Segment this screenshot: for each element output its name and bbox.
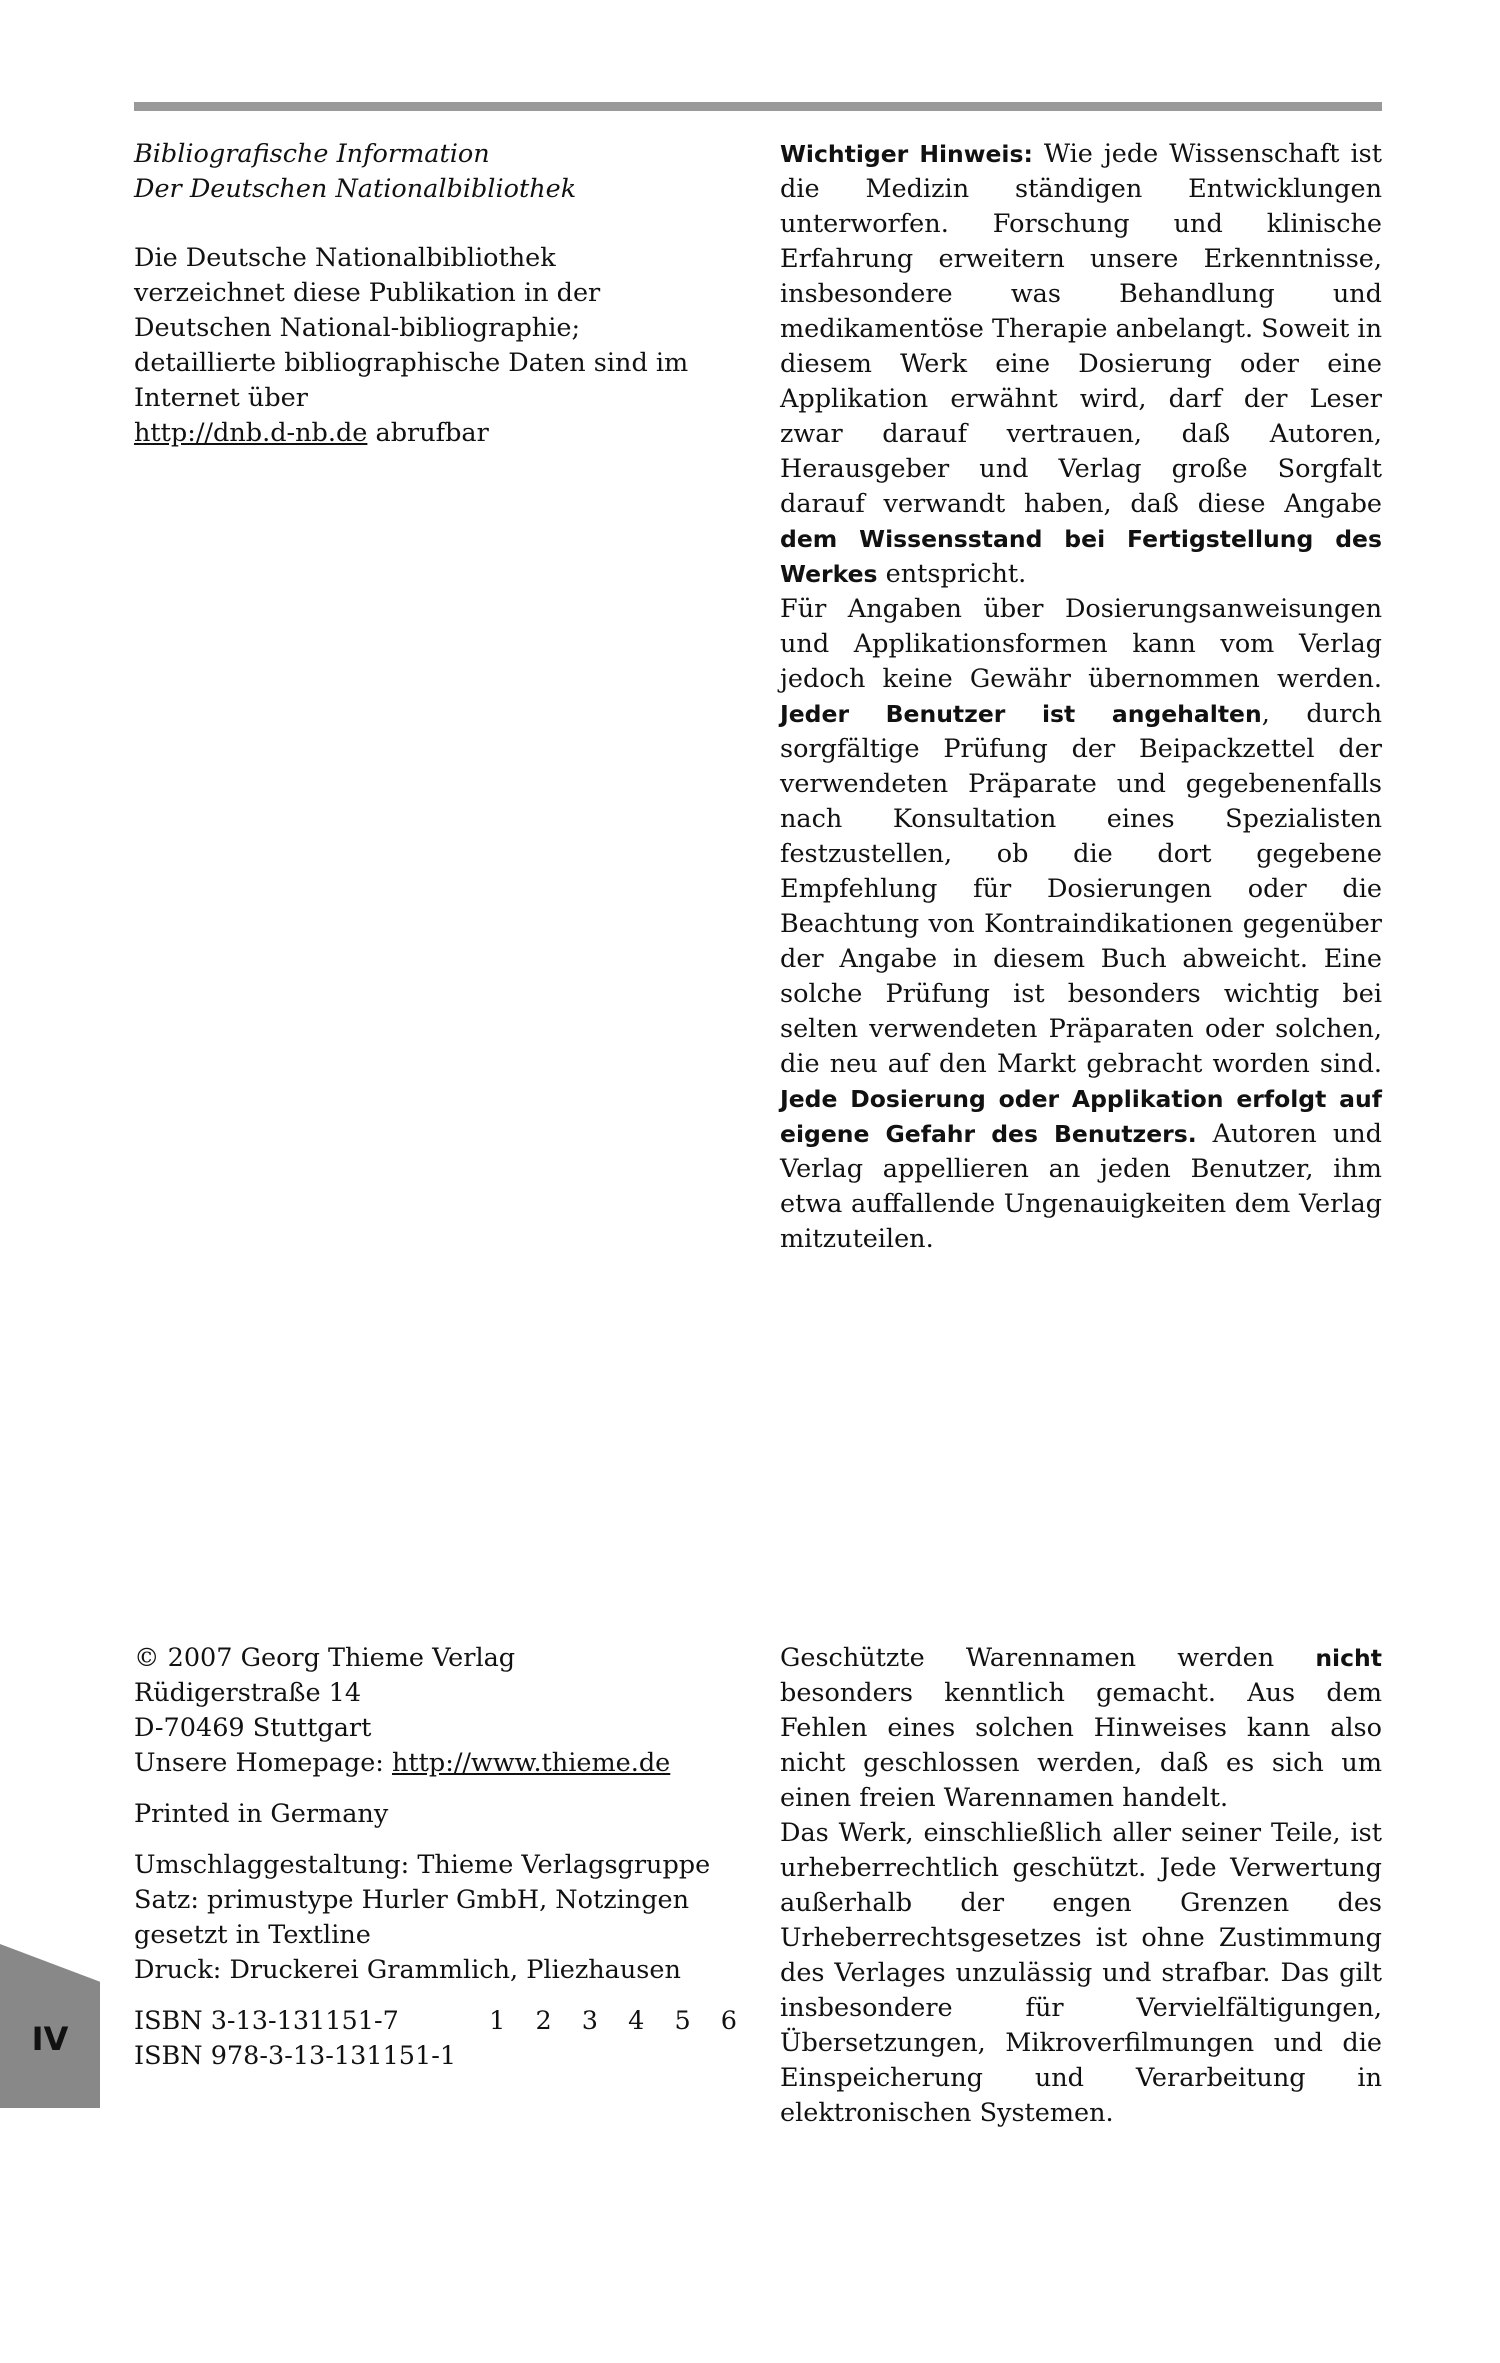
top-rule [134, 102, 1382, 111]
homepage-label: Unsere Homepage: [134, 1748, 392, 1778]
notice-p1-end: entspricht. [877, 559, 1027, 589]
copyright-line: © 2007 Georg Thieme Verlag [134, 1643, 516, 1673]
dnb-link-suffix: abrufbar [367, 418, 489, 448]
printed-in: Printed in Germany [134, 1799, 389, 1829]
print-run-numbers: 1 2 3 4 5 6 [489, 2006, 738, 2036]
printer: Druck: Druckerei Grammlich, Pliezhausen [134, 1955, 681, 1985]
notice-p2-end: Autoren und Verlag appellieren an jeden Benutzer, ihm etwa auffallende Ungenauigkeiten dem Verlag mitzuteilen. [780, 1119, 1382, 1254]
bibliographic-heading-line2: Der Deutschen Nationalbibliothek [134, 174, 577, 204]
notice-paragraph-1 [780, 137, 1382, 592]
trademark-notice [780, 1641, 1382, 2131]
homepage-line [134, 1746, 754, 1781]
bibliographic-heading-line1: Bibliografische Information [134, 139, 490, 169]
page-number: IV [31, 2020, 69, 2058]
bibliographic-body: Die Deutsche Nationalbibliothek verzeichnet diese Publikation in der Deutschen National-bibliographie; detaillierte bibliographische Daten sind im Internet über [134, 243, 689, 413]
isbn-13: ISBN 978-3-13-131151-1 [134, 2041, 457, 2071]
publisher-city: D-70469 Stuttgart [134, 1713, 372, 1743]
publisher-street: Rüdigerstraße 14 [134, 1678, 362, 1708]
typeset-in: gesetzt in Textline [134, 1920, 371, 1950]
trademark-p1-end: besonders kenntlich gemacht. Aus dem Fehlen eines solchen Hinweises kann also nicht geschlossen werden, daß es sich um einen freien Warennamen handelt. [780, 1678, 1382, 1813]
isbn-row [134, 2004, 738, 2039]
trademark-p1-start: Geschützte Warennamen werden [780, 1643, 1316, 1673]
imprint [134, 1641, 754, 2074]
notice-label: Wichtiger Hinweis: [780, 140, 1033, 168]
notice-paragraph-2 [780, 592, 1382, 1257]
trademark-paragraph-1 [780, 1641, 1382, 1816]
trademark-p1-bold: nicht [1315, 1644, 1382, 1672]
bibliographic-text [134, 241, 699, 451]
notice-p1-bold: dem Wissensstand bei Fertigstellung des Werkes [780, 525, 1382, 588]
typesetting: Satz: primustype Hurler GmbH, Notzingen [134, 1885, 690, 1915]
notice-p2-bold1: Jeder Benutzer ist angehalten [780, 700, 1262, 728]
notice-p2-start: Für Angaben über Dosierungsanweisungen und Applikationsformen kann vom Verlag jedoch keine Gewähr übernommen werden. [780, 594, 1382, 694]
notice-p2-mid: , durch sorgfältige Prüfung der Beipackzettel der verwendeten Präparate und gegebenenfalls nach Konsultation eines Spezialisten festzustellen, ob die dort gegebene Empfehlung für Dosierungen oder die Beachtung von Kontraindikationen gegenüber der Angabe in diesem Buch abweicht. Eine solche Prüfung ist besonders wichtig bei selten verwendeten Präparaten oder solchen, die neu auf den Markt gebracht worden sind. [780, 699, 1382, 1079]
cover-design: Umschlaggestaltung: Thieme Verlagsgruppe [134, 1850, 711, 1880]
notice-p1-start: Wie jede Wissenschaft ist die Medizin ständigen Entwicklungen unterworfen. Forschung und klinische Erfahrung erweitern unsere Erkenntnisse, insbesondere was Behandlung und medikamentöse Therapie anbelangt. Soweit in diesem Werk eine Dosierung oder eine Applikation erwähnt wird, darf der Leser zwar darauf vertrauen, daß Autoren, Herausgeber und Verlag große Sorgfalt darauf verwandt haben, daß diese Angabe [780, 139, 1383, 519]
important-notice [780, 137, 1382, 1257]
bibliographic-info [134, 137, 754, 451]
isbn-10: ISBN 3-13-131151-7 [134, 2006, 399, 2036]
dnb-link[interactable]: http://dnb.d-nb.de [134, 418, 368, 448]
thieme-link[interactable]: http://www.thieme.de [391, 1748, 671, 1778]
trademark-paragraph-2: Das Werk, einschließlich aller seiner Teile, ist urheberrechtlich geschützt. Jede Verwertung außerhalb der engen Grenzen des Urheberrechtsgesetzes ist ohne Zustimmung des Verlages unzulässig und strafbar. Das gilt insbesondere für Vervielfältigungen, Übersetzungen, Mikroverfilmungen und die Einspeicherung und Verarbeitung in elektronischen Systemen. [780, 1818, 1382, 2128]
notice-p2-bold2: Jede Dosierung oder Applikation erfolgt auf eigene Gefahr des Benutzers. [780, 1085, 1382, 1148]
